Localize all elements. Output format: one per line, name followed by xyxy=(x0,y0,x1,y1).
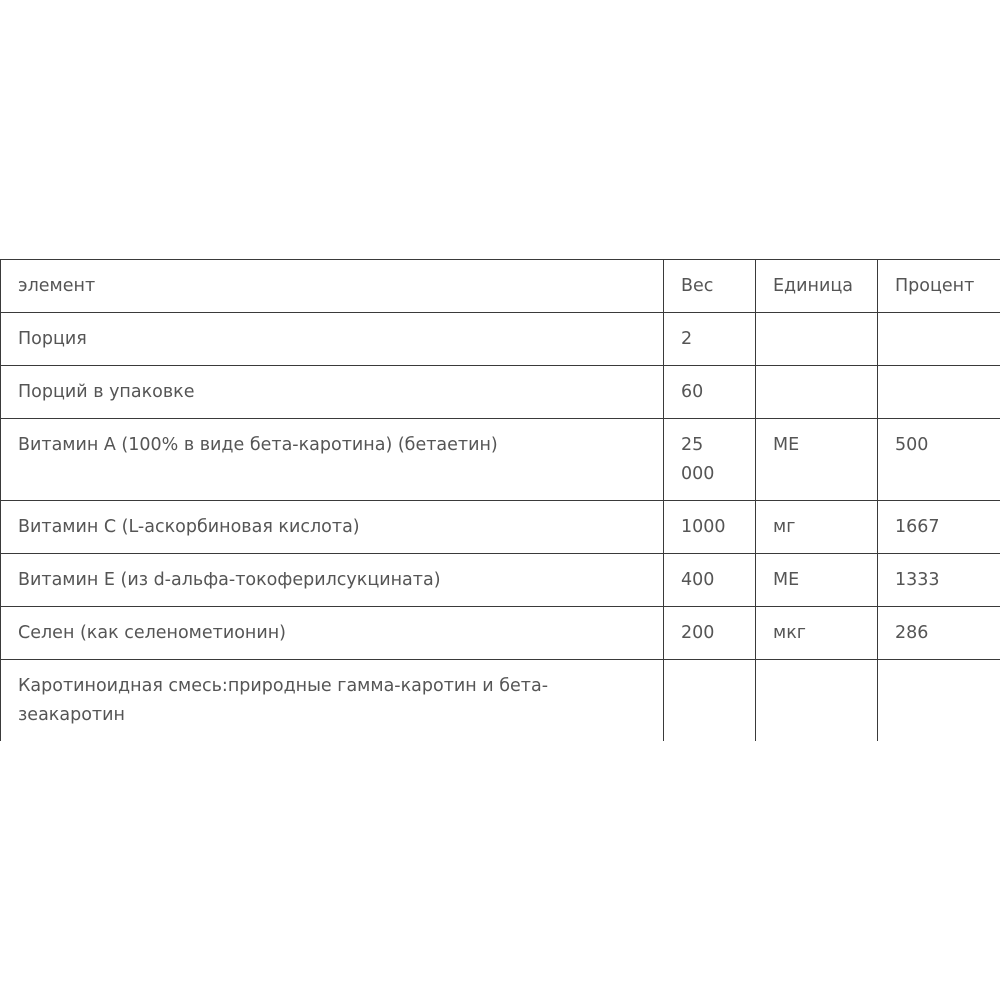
cell-percent xyxy=(878,660,1000,742)
cell-percent: 1333 xyxy=(878,554,1000,607)
header-weight: Вес xyxy=(664,260,756,313)
cell-unit: МЕ xyxy=(756,419,878,501)
cell-unit xyxy=(756,313,878,366)
cell-element: Порция xyxy=(1,313,664,366)
cell-weight: 2 xyxy=(664,313,756,366)
cell-weight xyxy=(664,660,756,742)
cell-percent xyxy=(878,366,1000,419)
nutrition-table-container xyxy=(0,259,1000,741)
cell-percent: 500 xyxy=(878,419,1000,501)
cell-percent: 286 xyxy=(878,607,1000,660)
cell-weight: 400 xyxy=(664,554,756,607)
cell-unit: мкг xyxy=(756,607,878,660)
header-element: элемент xyxy=(1,260,664,313)
table-row xyxy=(1,366,1000,419)
cell-element: Витамин С (L-аскорбиновая кислота) xyxy=(1,501,664,554)
cell-element: Порций в упаковке xyxy=(1,366,664,419)
cell-element: Каротиноидная смесь:природные гамма-каротин и бета-зеакаротин xyxy=(1,660,664,742)
header-unit: Единица xyxy=(756,260,878,313)
table-row xyxy=(1,607,1000,660)
cell-element: Селен (как селенометионин) xyxy=(1,607,664,660)
cell-weight: 60 xyxy=(664,366,756,419)
cell-weight: 25 000 xyxy=(664,419,756,501)
header-percent: Процент xyxy=(878,260,1000,313)
table-row xyxy=(1,660,1000,742)
table-row xyxy=(1,313,1000,366)
table-header-row xyxy=(1,260,1000,313)
cell-unit xyxy=(756,660,878,742)
cell-unit: мг xyxy=(756,501,878,554)
cell-element: Витамин Е (из d-альфа-токоферилсукцината) xyxy=(1,554,664,607)
table-row xyxy=(1,419,1000,501)
cell-percent: 1667 xyxy=(878,501,1000,554)
cell-percent xyxy=(878,313,1000,366)
cell-unit: МЕ xyxy=(756,554,878,607)
cell-weight: 1000 xyxy=(664,501,756,554)
cell-element: Витамин А (100% в виде бета-каротина) (бетаетин) xyxy=(1,419,664,501)
cell-weight: 200 xyxy=(664,607,756,660)
table-row xyxy=(1,501,1000,554)
cell-unit xyxy=(756,366,878,419)
nutrition-table xyxy=(0,259,1000,741)
table-row xyxy=(1,554,1000,607)
